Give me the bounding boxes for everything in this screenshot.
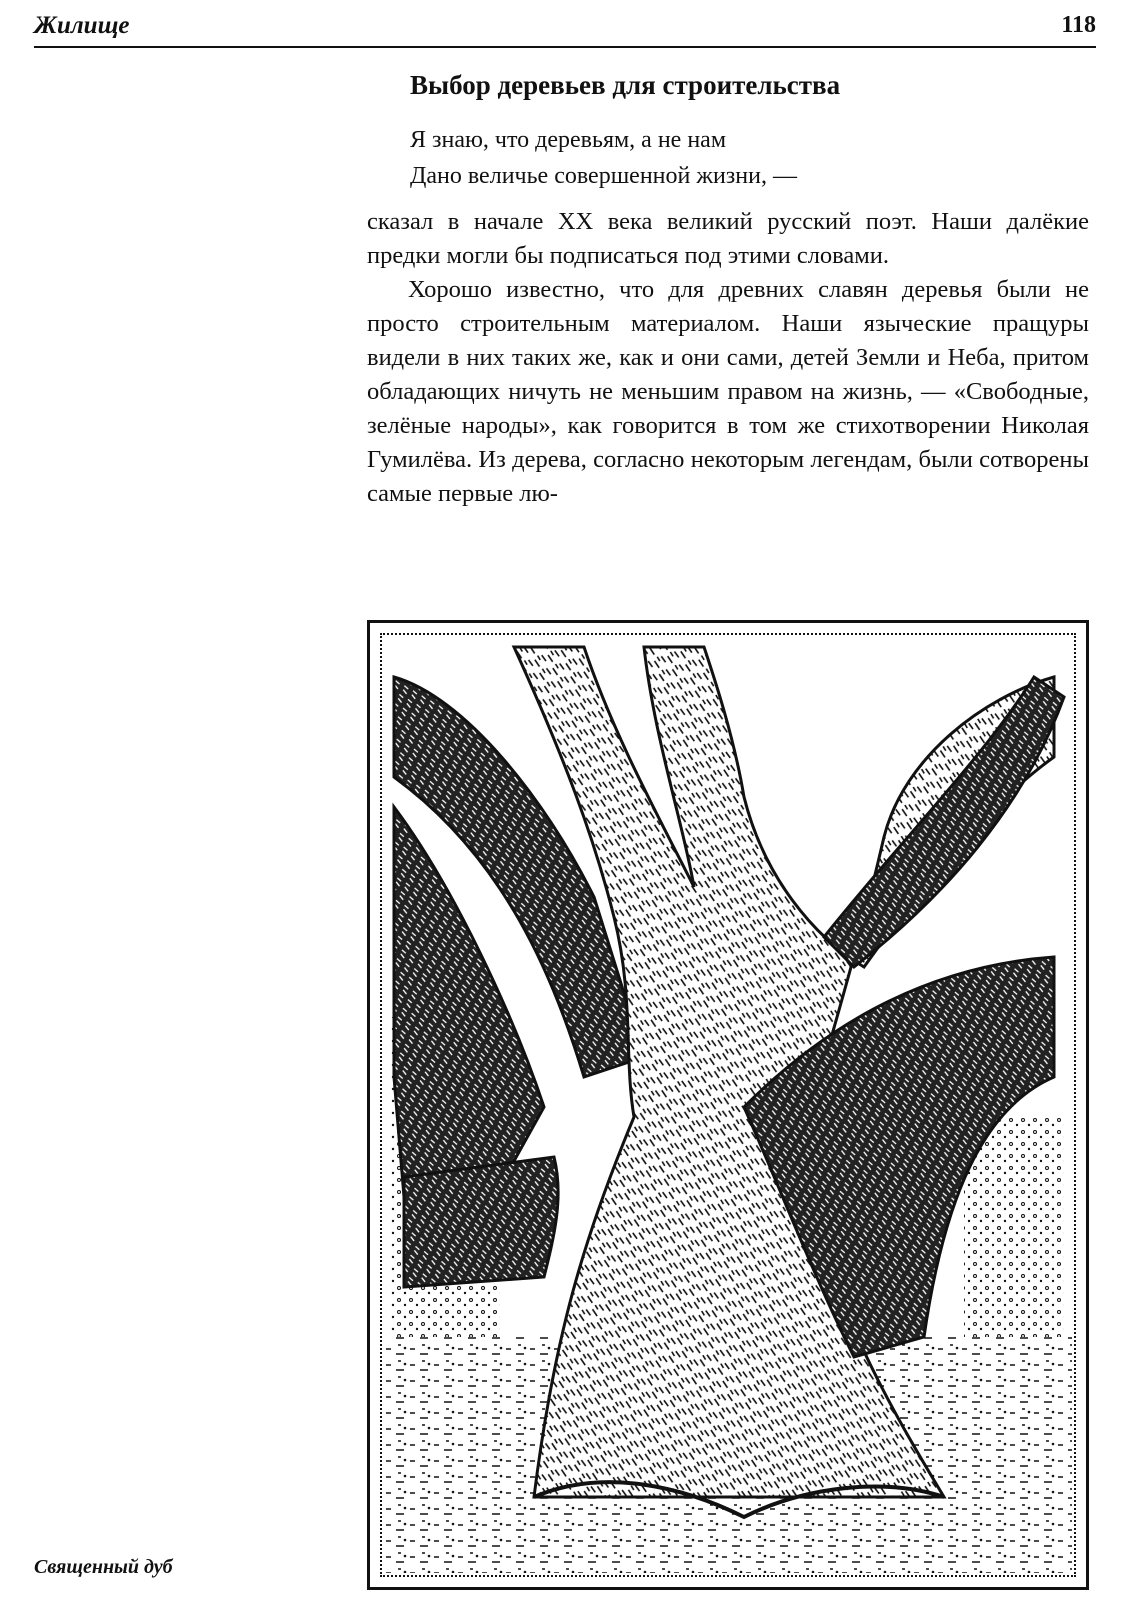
- page-number: 118: [1061, 12, 1096, 38]
- article-body: [367, 205, 1089, 511]
- verse-line: Дано величье совершенной жизни, —: [410, 163, 797, 189]
- verse-line: Я знаю, что деревьям, а не нам: [410, 127, 727, 153]
- illustration-frame: [367, 620, 1089, 1590]
- figure-caption: Священный дуб: [34, 1556, 173, 1578]
- running-header: [34, 8, 1096, 48]
- oak-tree-illustration: [384, 637, 1072, 1573]
- paragraph: сказал в начале XX века великий русский поэт. Наши далёкие предки могли бы подписаться под этими словами.: [367, 208, 1089, 269]
- right-foliage: [964, 1117, 1064, 1357]
- section-title: Жилище: [34, 12, 130, 39]
- left-stump: [404, 1157, 558, 1287]
- epigraph-verse: [410, 122, 797, 194]
- paragraph: Хорошо известно, что для древних славян деревья были не просто строительным материалом. Наши языческие пращуры видели в них таких же, как и они сами, детей Земли и Неба, притом обладающих ничуть не меньшим правом на жизнь, — «Свободные, зелёные народы», как говорится в том же стихотворении Николая Гумилёва. Из дерева, согласно некоторым легендам, были сотворены самые первые лю-: [367, 276, 1089, 507]
- article-heading: Выбор деревьев для строительства: [410, 70, 841, 100]
